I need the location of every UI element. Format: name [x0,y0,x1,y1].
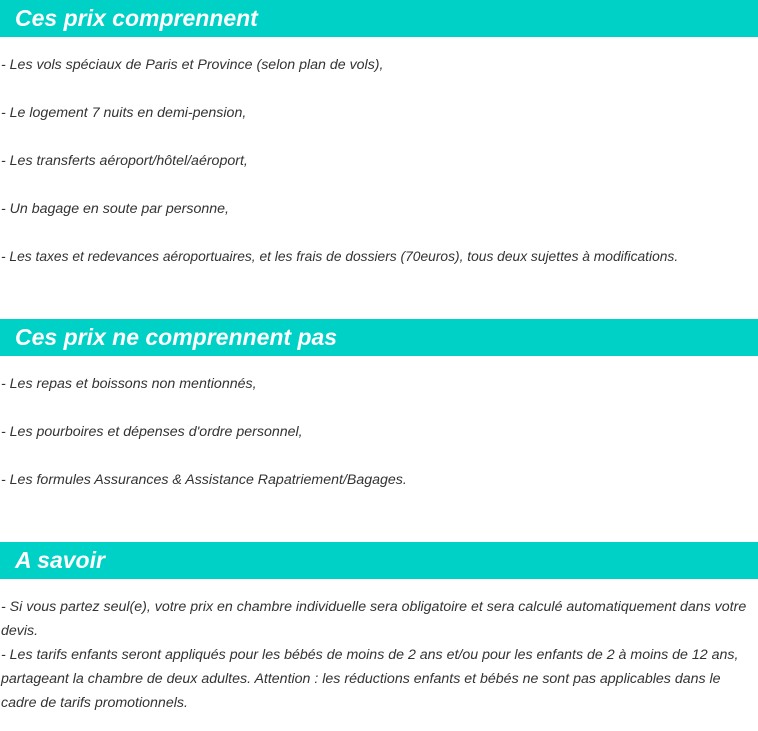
list-item: - Les taxes et redevances aéroportuaires, et les frais de dossiers (70euros), tous deux sujettes à modifications. [1,249,679,264]
section-title: Ces prix comprennent [15,5,258,31]
list-item: - Les formules Assurances & Assistance Rapatriement/Bagages. [1,472,407,488]
info-paragraph: - Les tarifs enfants seront appliqués pour les bébés de moins de 2 ans et/ou pour les enfants de 2 à moins de 12 ans, partageant la chambre de deux adultes. Attention : les réductions enfants et bébés ne sont pas applicables dans le cadre de tarifs promotionnels. [1,647,739,711]
list-item: - Les vols spéciaux de Paris et Province (selon plan de vols), [1,57,384,73]
list-item: - Les pourboires et dépenses d'ordre personnel, [1,424,303,440]
section-title: A savoir [15,547,105,573]
list-item: - Les transferts aéroport/hôtel/aéroport, [1,153,248,169]
section-header-good-to-know [0,542,758,579]
section-title: Ces prix ne comprennent pas [15,324,338,350]
section-header-included [0,0,758,37]
info-paragraph: - Si vous partez seul(e), votre prix en chambre individuelle sera obligatoire et sera calculé automatiquement dans votre devis. [1,599,747,639]
list-item: - Les repas et boissons non mentionnés, [1,376,257,392]
section-header-not-included [0,319,758,356]
list-item: - Un bagage en soute par personne, [1,201,229,217]
list-item: - Le logement 7 nuits en demi-pension, [1,105,247,121]
